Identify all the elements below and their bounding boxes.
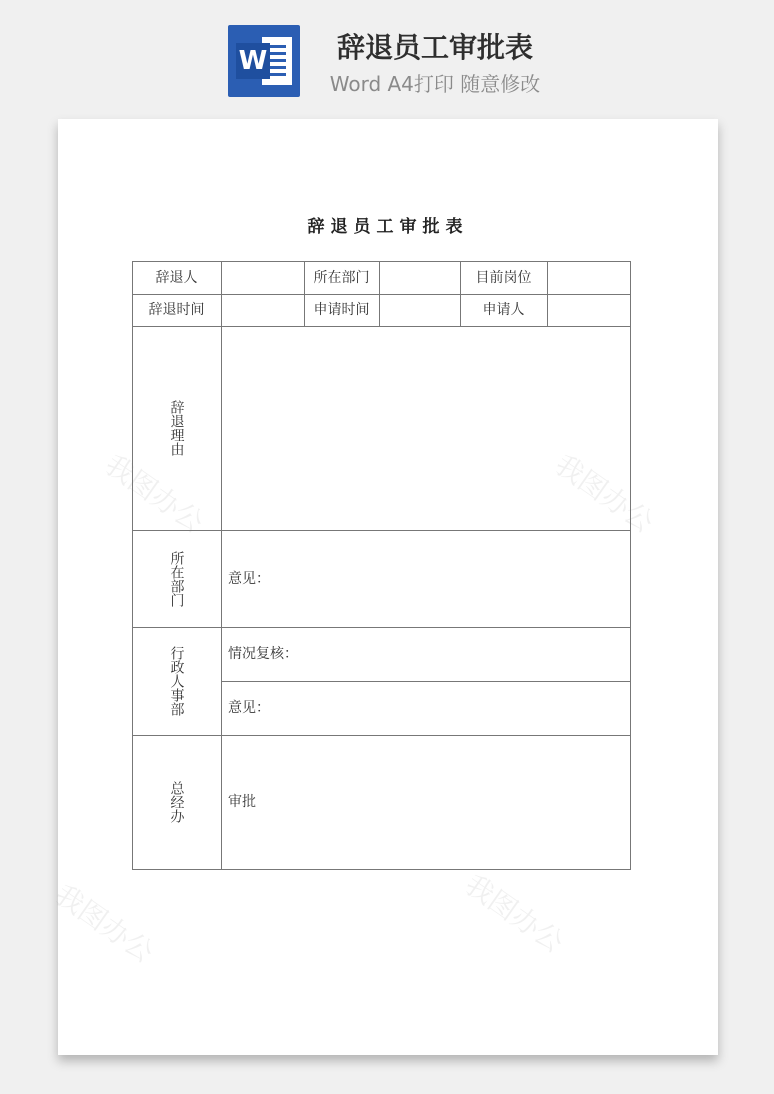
application-date-field[interactable] bbox=[380, 295, 460, 326]
application-date-label: 申请时间 bbox=[313, 302, 370, 318]
document-page bbox=[48, 119, 718, 1055]
current-position-field[interactable] bbox=[548, 262, 630, 293]
applicant-field[interactable] bbox=[548, 295, 630, 326]
department-opinion-field[interactable]: 意见： bbox=[228, 570, 270, 587]
preview-header bbox=[0, 0, 774, 110]
dismissed-person-label: 辞退人 bbox=[155, 269, 198, 286]
dismissal-reason-label: 辞退理由 bbox=[168, 400, 185, 456]
watermark: 我图办公 bbox=[48, 877, 160, 970]
document-title: 辞退员工审批表 bbox=[307, 217, 469, 237]
current-position-label: 目前岗位 bbox=[475, 269, 532, 286]
dismissal-date-label: 辞退时间 bbox=[148, 302, 205, 318]
dismissal-date-field[interactable] bbox=[222, 295, 304, 326]
applicant-label: 申请人 bbox=[482, 302, 525, 318]
hr-section-label: 行政人事部 bbox=[168, 646, 185, 716]
hr-review-field[interactable]: 情况复核： bbox=[228, 646, 298, 662]
watermark: 我图办公 bbox=[458, 867, 570, 960]
hr-opinion-field[interactable]: 意见： bbox=[228, 700, 270, 716]
dismissal-reason-field[interactable] bbox=[222, 327, 630, 530]
word-icon-letter: W bbox=[236, 43, 270, 79]
gm-approval-field[interactable]: 审批 bbox=[228, 794, 256, 810]
header-subtitle: Word A4打印 随意修改 bbox=[329, 72, 541, 96]
department-section-label: 所在部门 bbox=[168, 550, 185, 607]
watermark: 我图办公 bbox=[548, 447, 660, 540]
header-title: 辞退员工审批表 bbox=[336, 31, 533, 64]
watermark: 我图办公 bbox=[98, 447, 210, 540]
dismissed-person-field[interactable] bbox=[222, 262, 304, 293]
department-label: 所在部门 bbox=[313, 269, 370, 286]
word-icon bbox=[228, 25, 300, 97]
department-field[interactable] bbox=[380, 262, 460, 293]
gm-office-label: 总经办 bbox=[168, 781, 185, 823]
